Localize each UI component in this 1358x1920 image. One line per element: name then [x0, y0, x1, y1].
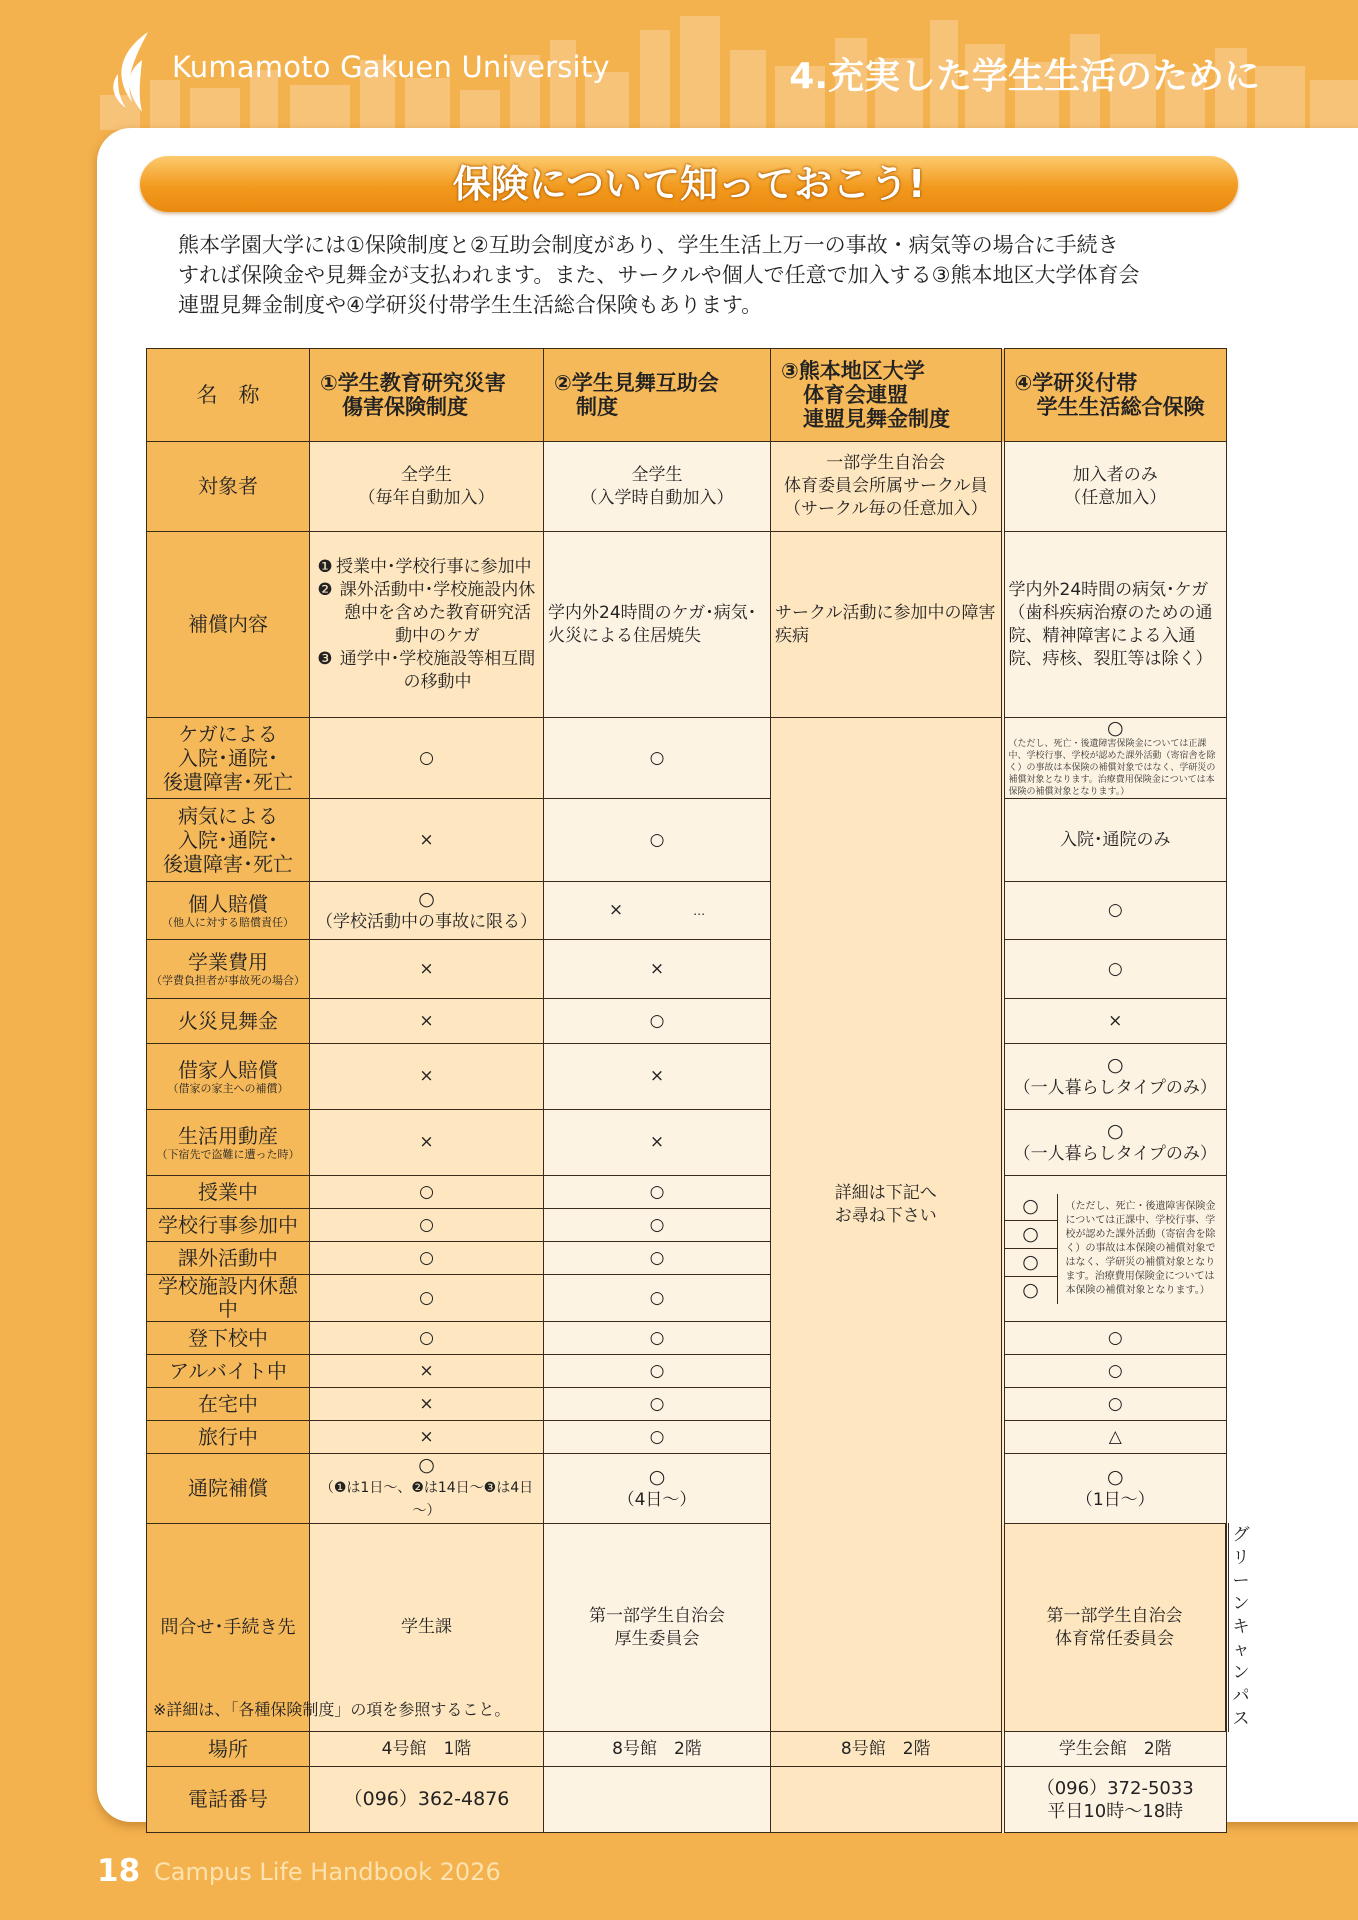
- target-col2: [544, 442, 771, 532]
- row-label: 学校行事参加中: [147, 1209, 310, 1242]
- table-row: [147, 718, 1227, 799]
- cell-col1: ×: [310, 999, 544, 1044]
- cell-sub: （1日～）: [1075, 1489, 1155, 1510]
- cell-col2: ○: [544, 799, 771, 882]
- compensation-item: [314, 579, 539, 648]
- label-line: 借家人賠償: [178, 1057, 278, 1082]
- label-sub: （下宿先で盗難に遭った時）: [156, 1147, 300, 1161]
- activity-marks: [1005, 1194, 1058, 1304]
- row-label: 課外活動中: [147, 1242, 310, 1275]
- cell-col4: △: [1003, 1421, 1227, 1454]
- compensation-col1: [310, 532, 544, 718]
- label-sub: （他人に対する賠償責任）: [162, 915, 294, 929]
- header-col1: [310, 349, 544, 442]
- cell-line: （毎年自動加入）: [358, 487, 495, 508]
- label-line: 入院･通院･: [178, 746, 278, 770]
- intro-text: [178, 230, 1218, 320]
- header-col3-line: ③熊本地区大学: [781, 359, 925, 383]
- cell-col1: ○: [310, 718, 544, 799]
- row-label: [147, 999, 310, 1044]
- cell-col2: ×: [544, 1110, 771, 1176]
- cell-col4: ○: [1003, 940, 1227, 999]
- cell-col3: [1003, 1524, 1227, 1732]
- cell-col3: [771, 1767, 1003, 1833]
- cell-note: （ただし、死亡・後遺障害保険金については正課中、学校行事、学校が認めた課外活動（寄宿舎を除く）の事故は本保険の補償対象ではなく、学研災の補償対象となります。治療費用保険金については本保険の補償対象となります。）: [1008, 739, 1216, 797]
- cell-sub: （一人暮らしタイプのみ）: [1013, 1077, 1217, 1098]
- row-label: 場所: [147, 1732, 310, 1767]
- cell-col2: [544, 882, 771, 940]
- cell-mark: ○: [648, 1465, 666, 1488]
- cell-line: 平日10時～18時: [1047, 1800, 1184, 1822]
- cell-col1: ○: [310, 1275, 544, 1322]
- cell-col1: ×: [310, 1355, 544, 1388]
- header-col4-line: ④学研災付帯: [1014, 371, 1138, 395]
- label-line: ケガによる: [178, 722, 278, 746]
- cell-line: 全学生: [631, 464, 683, 485]
- cell-col4: [1003, 1110, 1227, 1176]
- cell-line: 厚生委員会: [614, 1628, 700, 1649]
- cell-col2: ○: [544, 1209, 771, 1242]
- cell-mark: ○: [1005, 1221, 1057, 1249]
- header-col3-line: 体育会連盟: [803, 383, 908, 407]
- cell-note: （ただし、死亡・後遺障害保険金については正課中、学校行事、学校が認めた課外活動（寄宿舎を除く）の事故は本保険の補償対象ではなく、学研災の補償対象となります。治療費用保険金については本保険の補償対象となります。）: [1065, 1200, 1216, 1296]
- cell-line: 全学生: [401, 464, 452, 485]
- cell-mark: ○: [418, 887, 435, 910]
- compensation-item: [314, 648, 539, 694]
- cell-col2: [544, 1524, 771, 1732]
- cell-mark: ○: [1022, 1278, 1039, 1301]
- cell-col1: 4号館 1階: [310, 1732, 544, 1767]
- cell-col4: [1003, 1454, 1227, 1524]
- table-row: [147, 999, 1227, 1044]
- cell-col4: ○: [1003, 882, 1227, 940]
- table-row: [147, 882, 1227, 940]
- cell-col2: ○: [544, 999, 771, 1044]
- cell-col1: ○: [310, 1209, 544, 1242]
- insurance-comparison-table: [146, 348, 1227, 1833]
- cell-col4: 学生会館 2階: [1003, 1732, 1227, 1767]
- cell-col2: [544, 1767, 771, 1833]
- cell-line: 詳細は下記へ: [834, 1182, 937, 1203]
- label-sub: （学費負担者が事故死の場合）: [151, 974, 305, 987]
- cell-col1: ×: [310, 940, 544, 999]
- row-label: 電話番号: [147, 1767, 310, 1833]
- cell-line: 一部学生自治会: [826, 453, 946, 473]
- university-name: Kumamoto Gakuen University: [172, 50, 610, 84]
- cell-col2: ○: [544, 1355, 771, 1388]
- cell-mark: ○: [1106, 1119, 1124, 1142]
- target-row: [147, 442, 1227, 532]
- page-title: 保険について知っておこう!: [140, 156, 1238, 212]
- label-line: 火災見舞金: [178, 1009, 278, 1033]
- cell-mark: ○: [1005, 1194, 1057, 1222]
- table-row: [147, 1388, 1227, 1421]
- cell-line: 加入者のみ: [1072, 464, 1158, 485]
- table-row: [147, 1110, 1227, 1176]
- cell-mark: ○: [1106, 1053, 1124, 1076]
- item-text: 課外活動中･学校施設内休憩中を含めた教育研究活動中のケガ: [339, 579, 536, 646]
- page-header: [0, 0, 1358, 130]
- compensation-item: [314, 556, 539, 579]
- intro-line: 連盟見舞金制度や④学研災付帯学生生活総合保険もあります。: [178, 293, 763, 317]
- intro-line: 熊本学園大学には①保険制度と②互助会制度があり、学生生活上万一の事故・病気等の場合に手続き: [178, 233, 1119, 257]
- row-label: アルバイト中: [147, 1355, 310, 1388]
- header-col2-line: 制度: [576, 395, 618, 419]
- label-line: 入院･通院･: [178, 828, 278, 852]
- cell-col4: [1003, 1767, 1227, 1833]
- cell-line: （096）372-5033: [1036, 1777, 1194, 1799]
- label-sub: （借家の家主への補償）: [167, 1081, 289, 1095]
- table-row: [147, 940, 1227, 999]
- cell-col4: [1003, 718, 1227, 799]
- cell-col1: ×: [310, 1388, 544, 1421]
- row-label: [147, 1044, 310, 1110]
- cell-mark: ○: [1106, 1465, 1124, 1488]
- row-label: [147, 718, 310, 799]
- row-label: [147, 1110, 310, 1176]
- header-col2-line: ②学生見舞互助会: [554, 371, 719, 395]
- cell-col1: ○: [310, 1176, 544, 1209]
- row-label: 学校施設内休憩中: [147, 1275, 310, 1322]
- page-number: 18: [97, 1853, 141, 1889]
- header-col4: [1003, 349, 1227, 442]
- cell-sub: （❶は1日～、❷は14日～❸は4日～）: [319, 1480, 534, 1519]
- cell-col2: ○: [544, 718, 771, 799]
- cell-col2: 8号館 2階: [544, 1732, 771, 1767]
- compensation-row: [147, 532, 1227, 718]
- cell-col1: ○: [310, 1242, 544, 1275]
- target-col4: [1003, 442, 1227, 532]
- cell-line: 第一部学生自治会: [1046, 1605, 1183, 1626]
- table-row: [147, 1421, 1227, 1454]
- cell-col1: [310, 882, 544, 940]
- place-row: [147, 1732, 1227, 1767]
- outpatient-row: [147, 1454, 1227, 1524]
- cell-line: 体育委員会所属サークル員: [784, 476, 988, 496]
- cell-mark: ○: [1005, 1249, 1057, 1277]
- table-row: [147, 799, 1227, 882]
- cell-mark: ×: [608, 899, 624, 920]
- cell-col1: ×: [310, 1421, 544, 1454]
- item-number: ❸: [317, 648, 333, 669]
- target-col1: [310, 442, 544, 532]
- col3-merged-cell: [771, 718, 1003, 1732]
- cell-line: 体育常任委員会: [1055, 1628, 1174, 1649]
- row-label: 旅行中: [147, 1421, 310, 1454]
- intro-line: すれば保険金や見舞金が支払われます。また、サークルや個人で任意で加入する③熊本地区大学体育会: [178, 263, 1140, 287]
- item-number: ❶: [317, 556, 333, 577]
- handbook-title: Campus Life Handbook 2026: [154, 1858, 501, 1886]
- cell-line: お尋ね下さい: [834, 1205, 937, 1226]
- row-label: [147, 799, 310, 882]
- cell-line: 学生課: [401, 1617, 452, 1637]
- row-label: 登下校中: [147, 1322, 310, 1355]
- cell-mark: ○: [1106, 717, 1124, 739]
- label-line: 病気による: [178, 804, 278, 828]
- compensation-label: 補償内容: [147, 532, 310, 718]
- item-text: 通学中･学校施設等相互間の移動中: [339, 648, 536, 692]
- cell-col4: [1003, 1044, 1227, 1110]
- cell-line: （入学時自動加入）: [580, 487, 734, 508]
- university-logo-icon: [108, 30, 164, 116]
- label-line: 学業費用: [188, 950, 268, 974]
- target-label: 対象者: [147, 442, 310, 532]
- cell-col2: ○: [544, 1388, 771, 1421]
- item-text: 授業中･学校行事に参加中: [336, 556, 532, 577]
- cell-col4: ○: [1003, 1322, 1227, 1355]
- footnote: ※詳細は、「各種保険制度」の項を参照すること。: [153, 1700, 511, 1719]
- table-row: [147, 1044, 1227, 1110]
- cell-col2: [544, 1454, 771, 1524]
- compensation-col2: 学内外24時間のケガ･病気･火災による住居焼失: [544, 532, 771, 718]
- cell-line: （サークル毎の任意加入）: [784, 499, 988, 519]
- cell-col2: ○: [544, 1242, 771, 1275]
- header-col4-line: 学生生活総合保険: [1036, 395, 1205, 419]
- activity-note-box: [1058, 1194, 1227, 1304]
- header-col3-line: 連盟見舞金制度: [803, 407, 950, 431]
- target-col3: [771, 442, 1003, 532]
- header-name-label: 名 称: [147, 349, 310, 442]
- row-label: 授業中: [147, 1176, 310, 1209]
- cell-col1: ×: [310, 799, 544, 882]
- table-row: [147, 1176, 1227, 1209]
- cell-mark: ○: [418, 1454, 435, 1476]
- table-row: [147, 1355, 1227, 1388]
- header-col3: [771, 349, 1003, 442]
- row-label: [147, 882, 310, 940]
- cell-col2: ○: [544, 1275, 771, 1322]
- activity-group: [1005, 1194, 1227, 1304]
- cell-col1: [310, 1454, 544, 1524]
- cell-col2: ×: [544, 940, 771, 999]
- header-col1-line: ①学生教育研究災害: [320, 371, 506, 395]
- label-line: 後遺障害･死亡: [163, 852, 293, 876]
- cell-col3: 8号館 2階: [771, 1732, 1003, 1767]
- cell-col1: ×: [310, 1044, 544, 1110]
- cell-col2: ×: [544, 1044, 771, 1110]
- cell-col4-activity: [1003, 1176, 1227, 1322]
- cell-col2: ○: [544, 1176, 771, 1209]
- cell-col1: ○: [310, 1322, 544, 1355]
- cell-col1: ×: [310, 1110, 544, 1176]
- cell-col4: ○: [1003, 1355, 1227, 1388]
- item-number: ❷: [317, 579, 333, 600]
- row-label: 問合せ･手続き先: [147, 1524, 310, 1732]
- cell-sub: （4日～）: [617, 1489, 697, 1510]
- cell-line: （任意加入）: [1064, 487, 1167, 508]
- row-label: 在宅中: [147, 1388, 310, 1421]
- cell-col4: 入院･通院のみ: [1003, 799, 1227, 882]
- header-col1-line: 傷害保険制度: [342, 395, 468, 419]
- cell-col2: ○: [544, 1421, 771, 1454]
- table-row: [147, 1322, 1227, 1355]
- phone-row: [147, 1767, 1227, 1833]
- compensation-col3: サークル活動に参加中の障害疾病: [771, 532, 1003, 718]
- chapter-title: 4.充実した学生生活のために: [789, 56, 1260, 97]
- row-label: [147, 940, 310, 999]
- label-line: 後遺障害･死亡: [163, 770, 293, 794]
- row-label: 通院補償: [147, 1454, 310, 1524]
- cell-col1: （096）362-4876: [310, 1767, 544, 1833]
- header-row: [147, 349, 1227, 442]
- cell-sub: （学校活動中の事故に限る）: [316, 911, 537, 932]
- cell-col2: ○: [544, 1322, 771, 1355]
- cell-sub: （一人暮らしタイプのみ）: [1013, 1143, 1217, 1164]
- cell-col4: ○: [1003, 1388, 1227, 1421]
- compensation-col4: 学内外24時間の病気･ケガ（歯科疾病治療のための通院、精神障害による入通院、痔核、裂肛等は除く）: [1003, 532, 1227, 718]
- cell-col4: ×: [1003, 999, 1227, 1044]
- cell-line: 第一部学生自治会: [589, 1605, 725, 1626]
- header-col2: [544, 349, 771, 442]
- label-line: 個人賠償: [188, 891, 268, 916]
- label-line: 生活用動産: [178, 1123, 278, 1148]
- cell-extra: …: [693, 903, 706, 918]
